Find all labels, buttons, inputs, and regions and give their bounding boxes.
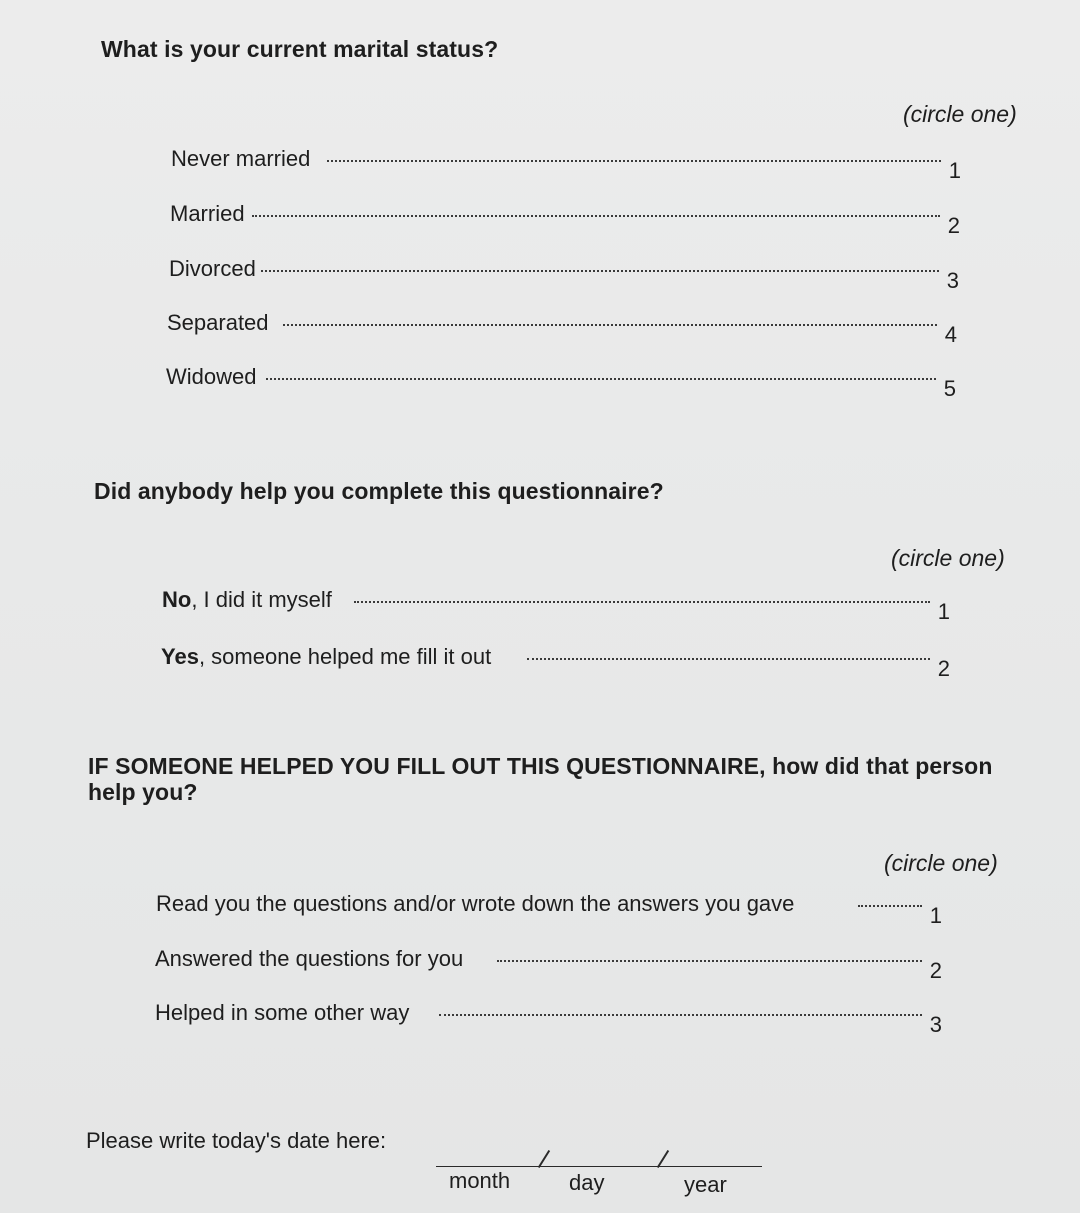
leader-dots bbox=[283, 324, 937, 326]
q1-option-separated[interactable] bbox=[167, 310, 957, 350]
q2-option-no[interactable] bbox=[162, 587, 950, 627]
date-month-label: month bbox=[449, 1168, 511, 1193]
option-label: Helped in some other way bbox=[155, 1000, 410, 1025]
date-year-label: year bbox=[684, 1172, 727, 1197]
q3-title: IF SOMEONE HELPED YOU FILL OUT THIS QUESTIONNAIRE, how did that person help you? bbox=[88, 753, 993, 805]
leader-dots bbox=[327, 160, 941, 162]
option-label: Answered the questions for you bbox=[155, 946, 464, 971]
option-label bbox=[162, 587, 332, 613]
option-number[interactable]: 1 bbox=[937, 599, 950, 624]
option-label: Divorced bbox=[169, 256, 256, 281]
q3-instruction: (circle one) bbox=[884, 850, 998, 876]
date-label: Please write today's date here: bbox=[86, 1128, 387, 1153]
option-number[interactable]: 3 bbox=[946, 268, 959, 293]
option-label: Widowed bbox=[166, 364, 257, 389]
q2-title: Did anybody help you complete this questionnaire? bbox=[94, 478, 664, 504]
option-number[interactable]: 5 bbox=[943, 376, 956, 401]
leader-dots bbox=[858, 905, 922, 907]
leader-dots bbox=[497, 960, 922, 962]
q1-option-widowed[interactable] bbox=[166, 364, 956, 404]
option-label bbox=[161, 644, 491, 670]
option-label-rest: , I did it myself bbox=[191, 587, 332, 612]
q2-instruction: (circle one) bbox=[891, 545, 1005, 571]
q3-option-read-questions[interactable] bbox=[156, 891, 942, 931]
option-number[interactable]: 4 bbox=[944, 322, 957, 347]
q1-instruction: (circle one) bbox=[903, 101, 1017, 127]
option-label: Separated bbox=[167, 310, 269, 335]
q1-option-never-married[interactable] bbox=[171, 146, 961, 186]
q3-option-answered-for-you[interactable] bbox=[155, 946, 942, 986]
date-underline bbox=[436, 1166, 762, 1167]
q2-option-yes[interactable] bbox=[161, 644, 950, 684]
leader-dots bbox=[261, 270, 939, 272]
q3-option-other-way[interactable] bbox=[155, 1000, 942, 1040]
leader-dots bbox=[439, 1014, 922, 1016]
option-number[interactable]: 2 bbox=[947, 213, 960, 238]
option-number[interactable]: 1 bbox=[948, 158, 961, 183]
option-number[interactable]: 1 bbox=[929, 903, 942, 928]
option-number[interactable]: 2 bbox=[937, 656, 950, 681]
q1-option-married[interactable] bbox=[170, 201, 960, 241]
option-label-bold: No bbox=[162, 587, 192, 612]
option-label: Read you the questions and/or wrote down the answers you gave bbox=[156, 891, 795, 916]
q1-title: What is your current marital status? bbox=[101, 36, 499, 62]
leader-dots bbox=[527, 658, 930, 660]
leader-dots bbox=[354, 601, 930, 603]
option-label-rest: , someone helped me fill it out bbox=[198, 644, 492, 669]
option-number[interactable]: 2 bbox=[929, 958, 942, 983]
leader-dots bbox=[266, 378, 936, 380]
option-label: Married bbox=[170, 201, 245, 226]
leader-dots bbox=[252, 215, 940, 217]
option-label-bold: Yes bbox=[161, 644, 199, 669]
date-day-label: day bbox=[569, 1170, 605, 1195]
option-number[interactable]: 3 bbox=[929, 1012, 942, 1037]
q1-option-divorced[interactable] bbox=[169, 256, 959, 296]
option-label: Never married bbox=[171, 146, 311, 171]
